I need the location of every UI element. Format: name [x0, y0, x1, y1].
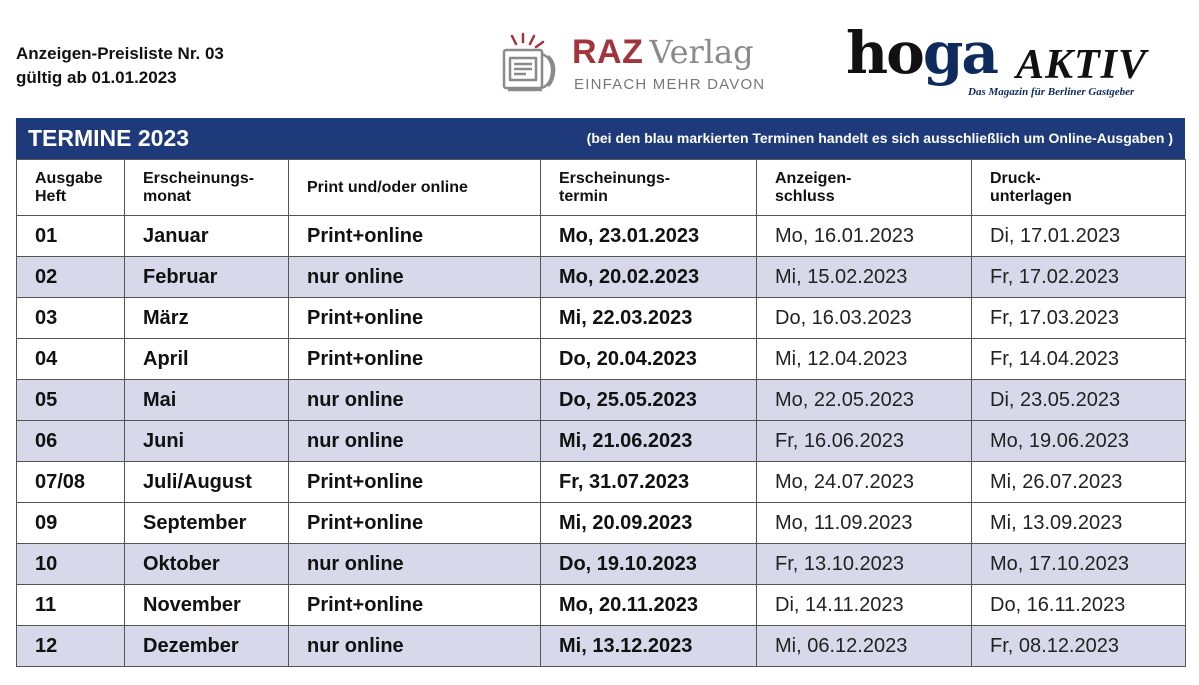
cell-druckunterlagen: Mi, 13.09.2023: [972, 503, 1186, 544]
cell-ausgabe: 11: [17, 585, 125, 626]
cell-termin: Fr, 31.07.2023: [541, 462, 757, 503]
cell-termin: Mi, 20.09.2023: [541, 503, 757, 544]
table-row: [17, 216, 1186, 257]
cell-ausgabe: 02: [17, 257, 125, 298]
raz-tagline: EINFACH MEHR DAVON: [574, 76, 766, 93]
table-row: [17, 257, 1186, 298]
header-print-online: Print und/oder online: [289, 160, 541, 216]
termine-table-container: [16, 118, 1185, 667]
termine-table: [16, 159, 1186, 667]
online-note: (bei den blau markierten Terminen handelt es sich ausschließlich um Online-Ausgaben ): [586, 130, 1173, 146]
table-row: [17, 298, 1186, 339]
cell-termin: Mo, 23.01.2023: [541, 216, 757, 257]
cell-druckunterlagen: Mi, 26.07.2023: [972, 462, 1186, 503]
cell-termin: Do, 25.05.2023: [541, 380, 757, 421]
cell-art: Print+online: [289, 339, 541, 380]
cell-ausgabe: 09: [17, 503, 125, 544]
cell-ausgabe: 05: [17, 380, 125, 421]
header-erscheinungstermin: Erscheinungs- termin: [541, 160, 757, 216]
cell-druckunterlagen: Fr, 08.12.2023: [972, 626, 1186, 667]
hoga-wordmark: [846, 18, 997, 88]
cell-anzeigenschluss: Mo, 16.01.2023: [757, 216, 972, 257]
cell-art: Print+online: [289, 585, 541, 626]
cell-monat: September: [125, 503, 289, 544]
cell-druckunterlagen: Di, 23.05.2023: [972, 380, 1186, 421]
table-header-row: [17, 160, 1186, 216]
table-row: [17, 626, 1186, 667]
cell-anzeigenschluss: Mo, 22.05.2023: [757, 380, 972, 421]
cell-monat: Mai: [125, 380, 289, 421]
header-anzeigenschluss: Anzeigen- schluss: [757, 160, 972, 216]
table-row: [17, 462, 1186, 503]
cell-anzeigenschluss: Fr, 13.10.2023: [757, 544, 972, 585]
cell-ausgabe: 01: [17, 216, 125, 257]
hoga-subtitle: Das Magazin für Berliner Gastgeber: [968, 86, 1135, 98]
table-row: [17, 585, 1186, 626]
table-row: [17, 339, 1186, 380]
cell-monat: April: [125, 339, 289, 380]
cell-art: Print+online: [289, 216, 541, 257]
cell-monat: Juni: [125, 421, 289, 462]
cell-art: nur online: [289, 544, 541, 585]
cell-monat: Januar: [125, 216, 289, 257]
newspaper-stack-icon: [494, 32, 558, 94]
cell-ausgabe: 07/08: [17, 462, 125, 503]
cell-druckunterlagen: Fr, 17.02.2023: [972, 257, 1186, 298]
cell-art: Print+online: [289, 462, 541, 503]
valid-from-date: gültig ab 01.01.2023: [16, 68, 177, 87]
cell-termin: Mi, 13.12.2023: [541, 626, 757, 667]
raz-verlag-wordmark: [572, 32, 754, 72]
cell-anzeigenschluss: Mi, 15.02.2023: [757, 257, 972, 298]
cell-termin: Mo, 20.02.2023: [541, 257, 757, 298]
cell-druckunterlagen: Do, 16.11.2023: [972, 585, 1186, 626]
cell-monat: März: [125, 298, 289, 339]
raz-verlag-logo: [494, 28, 784, 98]
price-list-header: [16, 42, 224, 90]
cell-druckunterlagen: Fr, 14.04.2023: [972, 339, 1186, 380]
table-title-bar: [16, 118, 1185, 159]
cell-anzeigenschluss: Di, 14.11.2023: [757, 585, 972, 626]
cell-monat: Juli/August: [125, 462, 289, 503]
cell-ausgabe: 04: [17, 339, 125, 380]
cell-ausgabe: 12: [17, 626, 125, 667]
table-body: [17, 216, 1186, 667]
cell-art: nur online: [289, 257, 541, 298]
cell-art: Print+online: [289, 503, 541, 544]
cell-termin: Mi, 22.03.2023: [541, 298, 757, 339]
cell-anzeigenschluss: Mo, 24.07.2023: [757, 462, 972, 503]
header-erscheinungsmonat: Erscheinungs- monat: [125, 160, 289, 216]
header-ausgabe: Ausgabe Heft: [17, 160, 125, 216]
cell-anzeigenschluss: Mo, 11.09.2023: [757, 503, 972, 544]
table-title: TERMINE 2023: [28, 125, 190, 151]
cell-druckunterlagen: Mo, 17.10.2023: [972, 544, 1186, 585]
cell-anzeigenschluss: Mi, 06.12.2023: [757, 626, 972, 667]
cell-termin: Mi, 21.06.2023: [541, 421, 757, 462]
cell-termin: Do, 20.04.2023: [541, 339, 757, 380]
raz-wordmark: RAZ: [572, 33, 644, 71]
cell-art: nur online: [289, 421, 541, 462]
cell-ausgabe: 10: [17, 544, 125, 585]
cell-druckunterlagen: Fr, 17.03.2023: [972, 298, 1186, 339]
header-druckunterlagen: Druck- unterlagen: [972, 160, 1186, 216]
cell-druckunterlagen: Di, 17.01.2023: [972, 216, 1186, 257]
table-row: [17, 421, 1186, 462]
cell-monat: November: [125, 585, 289, 626]
price-list-number: Anzeigen-Preisliste Nr. 03: [16, 44, 224, 63]
cell-monat: Oktober: [125, 544, 289, 585]
cell-art: Print+online: [289, 298, 541, 339]
aktiv-wordmark: AKTIV: [1016, 42, 1148, 88]
cell-anzeigenschluss: Mi, 12.04.2023: [757, 339, 972, 380]
cell-art: nur online: [289, 626, 541, 667]
cell-termin: Do, 19.10.2023: [541, 544, 757, 585]
hoga-aktiv-logo: [846, 19, 1186, 106]
table-row: [17, 380, 1186, 421]
table-row: [17, 544, 1186, 585]
hoga-wordmark-ho: ho: [846, 19, 923, 87]
cell-ausgabe: 06: [17, 421, 125, 462]
cell-monat: Dezember: [125, 626, 289, 667]
hoga-wordmark-ga: ga: [922, 19, 997, 87]
cell-art: nur online: [289, 380, 541, 421]
cell-druckunterlagen: Mo, 19.06.2023: [972, 421, 1186, 462]
cell-anzeigenschluss: Fr, 16.06.2023: [757, 421, 972, 462]
cell-monat: Februar: [125, 257, 289, 298]
table-row: [17, 503, 1186, 544]
cell-anzeigenschluss: Do, 16.03.2023: [757, 298, 972, 339]
cell-termin: Mo, 20.11.2023: [541, 585, 757, 626]
verlag-wordmark: Verlag: [649, 33, 754, 71]
cell-ausgabe: 03: [17, 298, 125, 339]
